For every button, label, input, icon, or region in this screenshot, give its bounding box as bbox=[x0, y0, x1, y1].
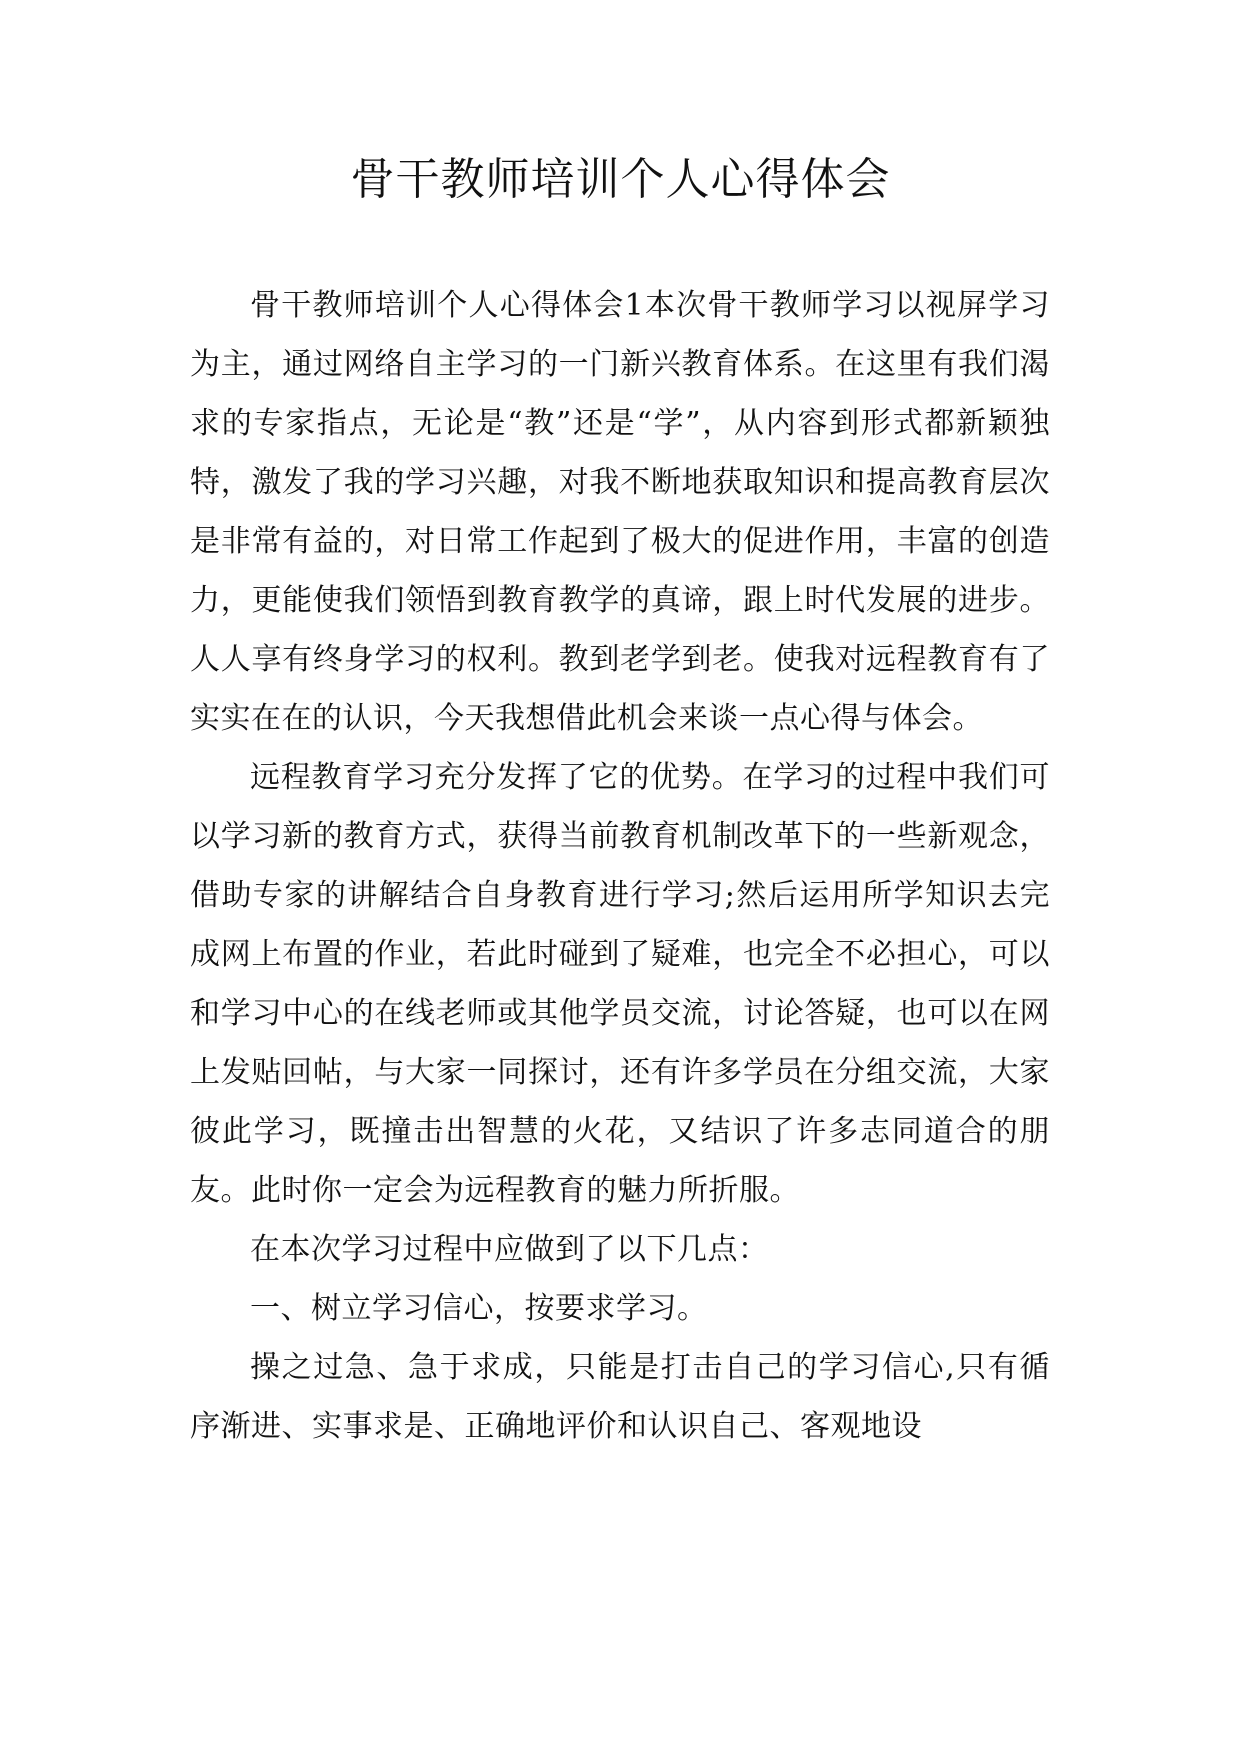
paragraph-3: 在本次学习过程中应做到了以下几点： bbox=[250, 1232, 769, 1267]
document-title: 骨干教师培训个人心得体会 bbox=[350, 154, 891, 205]
paragraph-4: 一、树立学习信心，按要求学习。 bbox=[250, 1291, 708, 1326]
paragraph-5: 操之过急、急于求成，只能是打击自己的学习信心,只有循序渐进、实事求是、正确地评价和认识自己、客观地设 bbox=[190, 1350, 1050, 1444]
paragraph-1: 骨干教师培训个人心得体会1本次骨干教师学习以视屏学习为主，通过网络自主学习的一门新兴教育体系。在这里有我们渴求的专家指点，无论是“教”还是“学”，从内容到形式都新颖独特，激发了我的学习兴趣，对我不断地获取知识和提高教育层次是非常有益的，对日常工作起到了极大的促进作用，丰富的创造力，更能使我们领悟到教育教学的真谛，跟上时代发展的进步。人人享有终身学习的权利。教到老学到老。使我对远程教育有了实实在在的认识，今天我想借此机会来谈一点心得与体会。 bbox=[190, 288, 1050, 736]
document-body bbox=[190, 276, 1050, 1456]
paragraph-2: 远程教育学习充分发挥了它的优势。在学习的过程中我们可以学习新的教育方式，获得当前教育机制改革下的一些新观念，借助专家的讲解结合自身教育进行学习;然后运用所学知识去完成网上布置的作业，若此时碰到了疑难，也完全不必担心，可以和学习中心的在线老师或其他学员交流，讨论答疑，也可以在网上发贴回帖，与大家一同探讨，还有许多学员在分组交流，大家彼此学习，既撞击出智慧的火花，又结识了许多志同道合的朋友。此时你一定会为远程教育的魅力所折服。 bbox=[190, 760, 1050, 1208]
